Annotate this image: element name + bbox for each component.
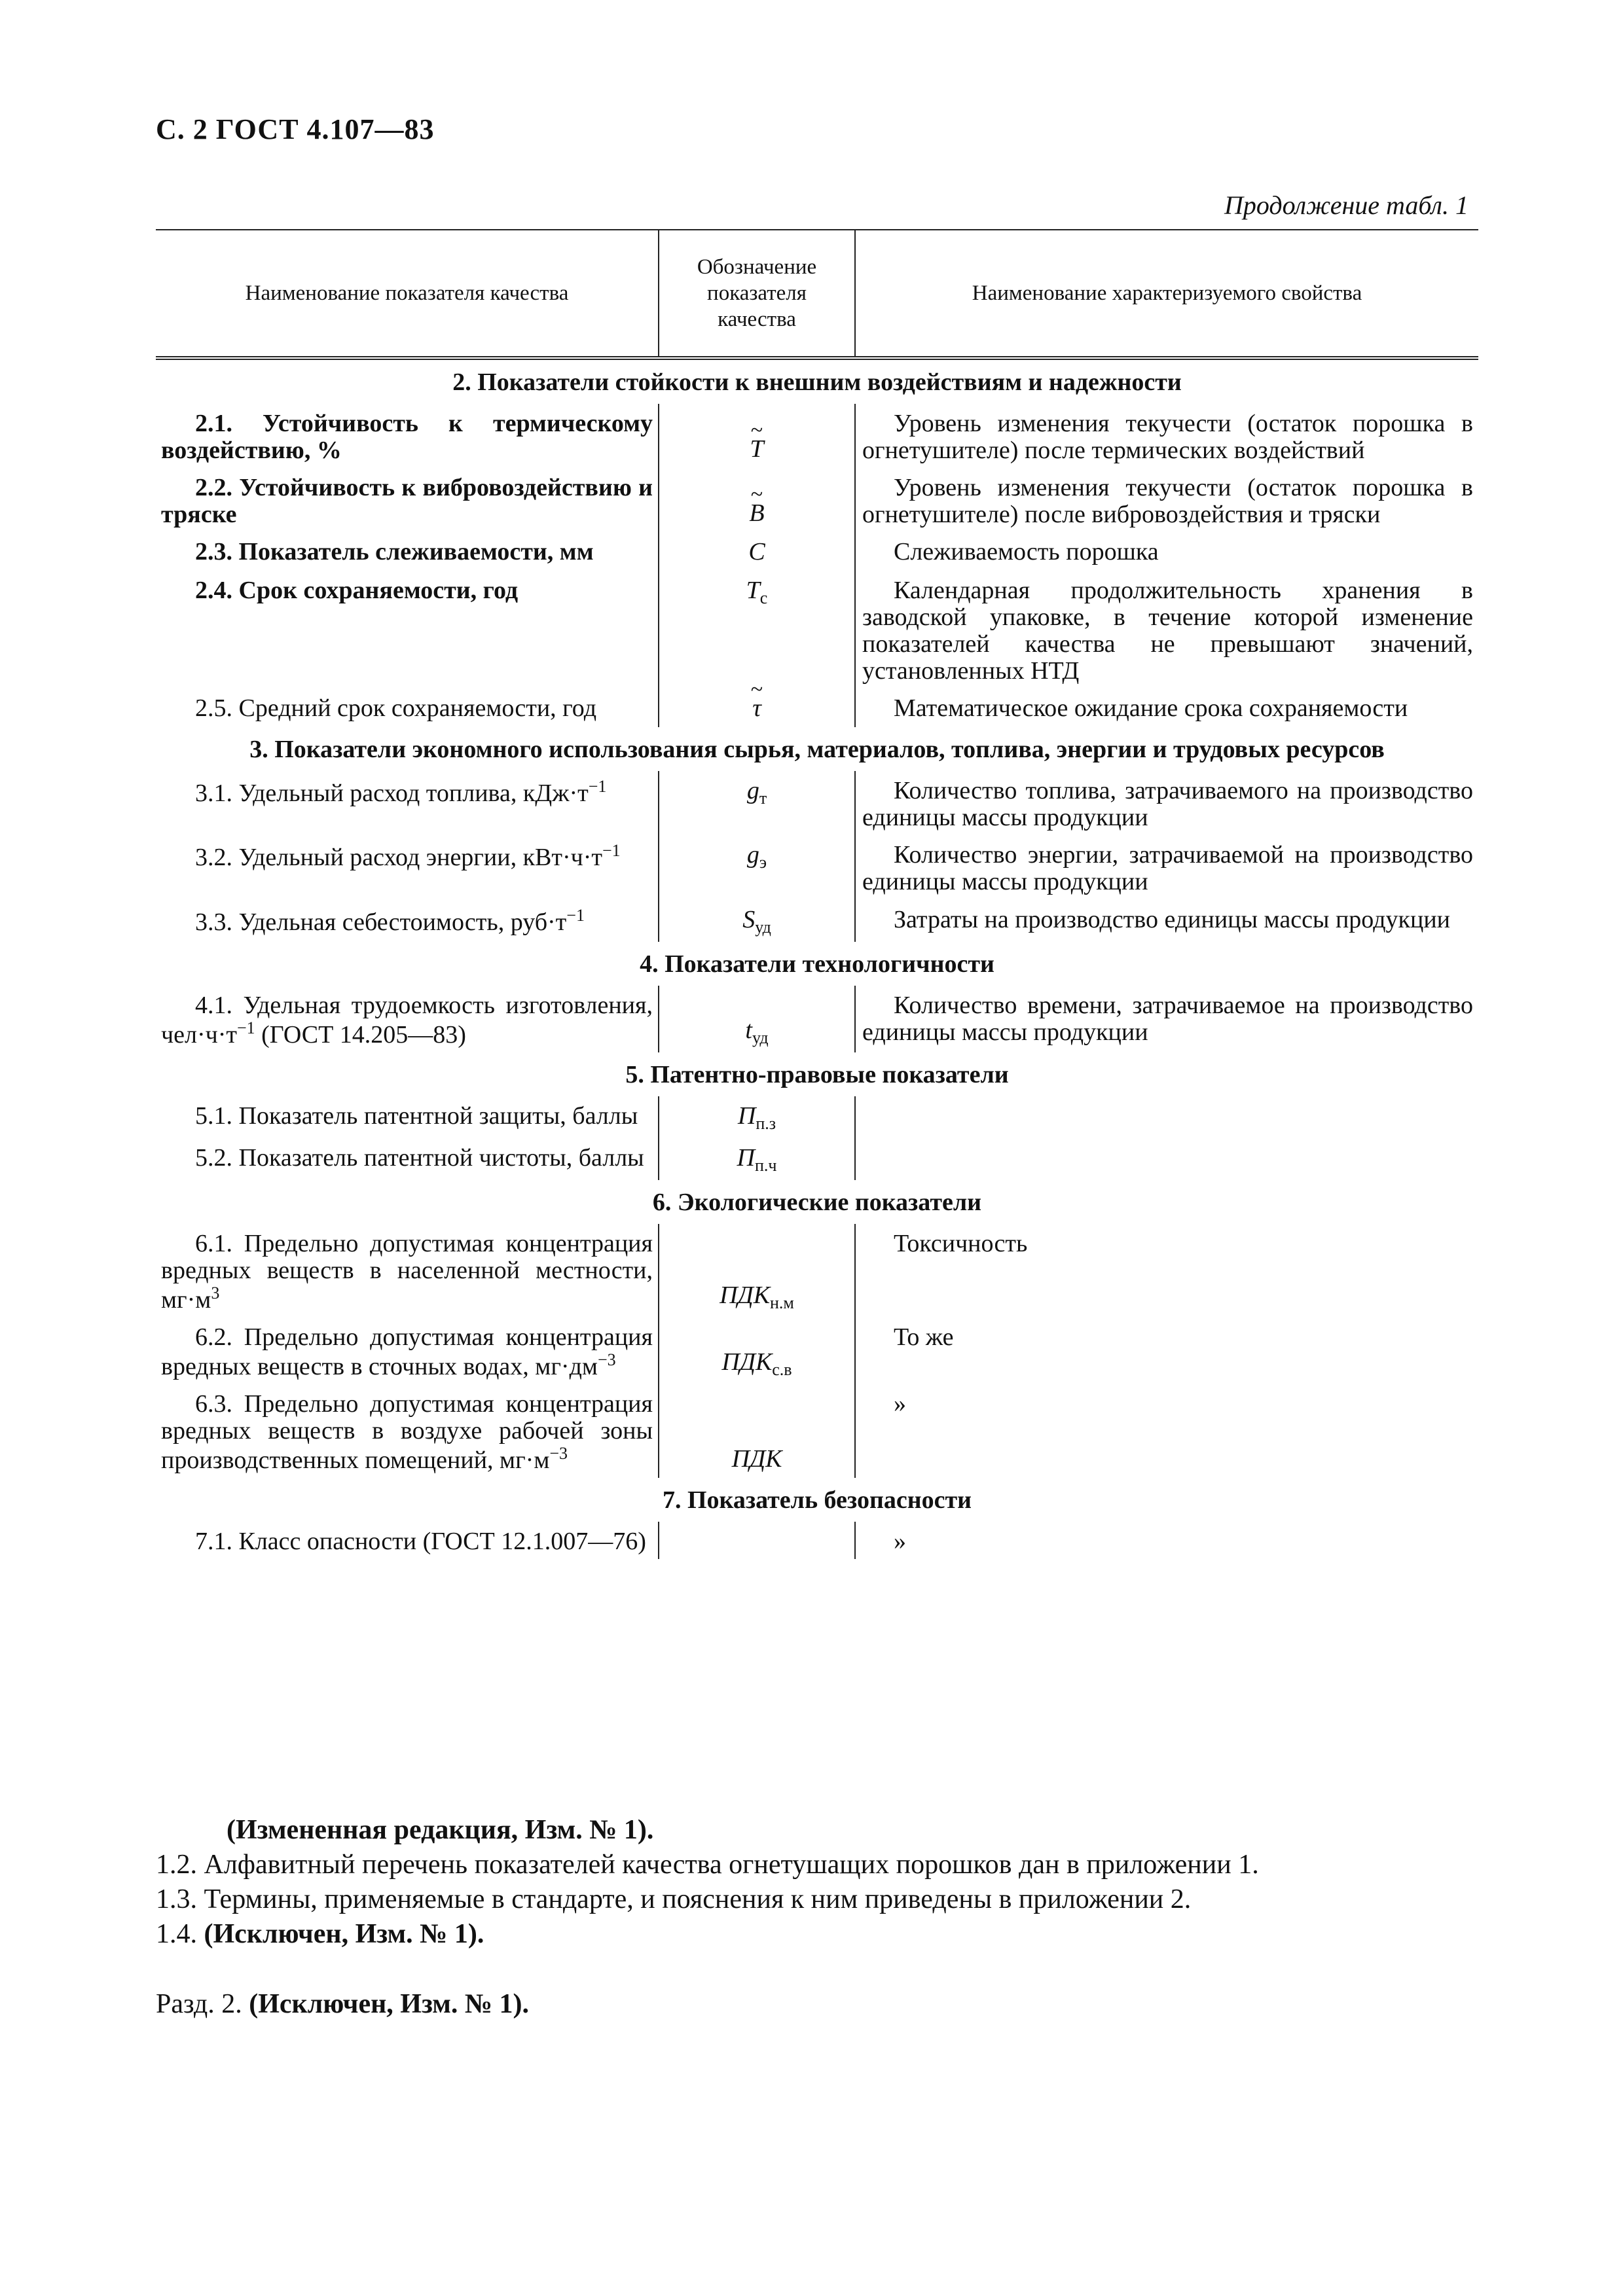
indicator-symbol: [659, 1522, 855, 1559]
symbol-letter: g: [746, 841, 759, 869]
section-heading-row: [156, 1478, 1478, 1522]
section-2-note: [156, 1987, 1491, 2022]
symbol-letter: ~ τ: [752, 695, 761, 722]
indicator-name-text: 6.3. Предельно допустимая концентрация вредных веществ в воздухе рабочей зоны производственных помещений, мг·м: [161, 1390, 653, 1475]
clause-excluded-text: (Исключен, Изм. № 1).: [204, 1918, 484, 1949]
symbol-letter: П: [737, 1143, 755, 1172]
indicator-name: 2.4. Срок сохраняемости, год: [195, 577, 519, 605]
table-row: [156, 1096, 1478, 1138]
clause-1-2: 1.2. Алфавитный перечень показателей качества огнетушащих порошков дан в приложении 1.: [156, 1849, 1259, 1880]
symbol-subscript: с: [759, 588, 768, 608]
section-title: 6. Экологические показатели: [652, 1188, 982, 1216]
clause-number: 1.4.: [156, 1918, 197, 1949]
indicator-symbol: [659, 571, 855, 689]
property-description: Математическое ожидание срока сохраняемости: [894, 694, 1408, 723]
symbol-letter: t: [745, 1016, 752, 1044]
indicator-name-text: 6.2. Предельно допустимая концентрация вредных веществ в сточных водах, мг·дм: [161, 1323, 653, 1381]
indicator-symbol: [659, 404, 855, 468]
indicator-name: 2.5. Средний срок сохраняемости, год: [195, 694, 597, 723]
indicator-name: [156, 771, 659, 835]
indicator-name: 5.1. Показатель патентной защиты, баллы: [195, 1102, 638, 1130]
table-header-row: [156, 230, 1478, 358]
table-row: [156, 1318, 1478, 1384]
unit-exponent: −1: [602, 841, 621, 861]
column-header-symbol: Обозначение показателя качества: [659, 230, 855, 358]
symbol-letter: ПДК: [721, 1348, 773, 1376]
column-header-property: Наименование характеризуемого свойства: [855, 230, 1478, 358]
indicator-symbol: [659, 900, 855, 942]
indicator-symbol: [659, 468, 855, 532]
section-number: Разд. 2.: [156, 1988, 242, 2019]
unit-exponent: −1: [566, 905, 585, 925]
symbol-letter: T: [746, 577, 760, 605]
property-description: Затраты на производство единицы массы продукции: [894, 905, 1451, 933]
indicator-symbol: [659, 986, 855, 1052]
property-description: »: [894, 1528, 906, 1556]
table-row: [156, 1522, 1478, 1559]
property-description: »: [894, 1390, 906, 1418]
symbol-letter: П: [737, 1102, 756, 1130]
symbol-subscript: э: [759, 853, 767, 872]
quality-indicators-table: [156, 229, 1478, 1559]
indicator-symbol: ПДК: [659, 1384, 855, 1478]
section-heading-row: [156, 1180, 1478, 1224]
section-title: 4. Показатели технологичности: [640, 950, 994, 978]
property-description: [855, 1096, 1478, 1138]
table-row: [156, 1384, 1478, 1478]
indicator-name-text: 3.2. Удельный расход энергии, кВт·ч·т: [195, 844, 603, 872]
symbol-subscript: п.ч: [754, 1155, 777, 1175]
indicator-name: 2.2. Устойчивость к вибровоздействию и тряске: [161, 474, 653, 529]
property-description: Количество энергии, затрачиваемой на производство единицы массы продукции: [862, 841, 1473, 896]
indicator-symbol: [659, 1138, 855, 1180]
table-row: [156, 900, 1478, 942]
section-title: 2. Показатели стойкости к внешним воздействиям и надежности: [452, 368, 1182, 396]
page-header: С. 2 ГОСТ 4.107—83: [156, 113, 435, 145]
indicator-symbol: [659, 771, 855, 835]
indicator-symbol: [659, 689, 855, 727]
table-row: [156, 1138, 1478, 1180]
indicator-name-text: 6.1. Предельно допустимая концентрация вредных веществ в населенной местности, мг·м: [161, 1229, 653, 1314]
indicator-name: 2.1. Устойчивость к термическому воздействию, %: [161, 410, 653, 465]
indicator-name-text: 3.3. Удельная себестоимость, руб·т: [195, 908, 567, 936]
indicator-name-text: 3.1. Удельный расход топлива, кДж·т: [195, 780, 589, 808]
section-heading-row: [156, 1052, 1478, 1096]
indicator-name: [156, 986, 659, 1052]
symbol-subscript: н.м: [769, 1293, 794, 1312]
clause-1-4: [156, 1917, 1491, 1952]
table-row: [156, 689, 1478, 727]
indicator-symbol: [659, 1318, 855, 1384]
table-row: [156, 468, 1478, 532]
indicator-symbol: [659, 1096, 855, 1138]
section-title: 7. Показатель безопасности: [662, 1486, 972, 1515]
symbol-letter: S: [742, 905, 756, 933]
table-row: [156, 532, 1478, 571]
section-excluded-text: (Исключен, Изм. № 1).: [249, 1988, 530, 2019]
symbol-subscript: с.в: [772, 1359, 792, 1379]
indicator-name: [156, 1224, 659, 1318]
indicator-symbol: [659, 1224, 855, 1318]
unit-exponent: 3: [211, 1283, 220, 1302]
indicator-name: [156, 1384, 659, 1478]
indicator-name: [156, 1318, 659, 1384]
section-heading-row: [156, 727, 1478, 771]
property-description: [855, 1138, 1478, 1180]
indicator-symbol: C: [659, 532, 855, 571]
unit-exponent: −1: [588, 777, 607, 797]
section-title: 5. Патентно-правовые показатели: [625, 1060, 1009, 1088]
table-row: [156, 835, 1478, 899]
property-description: То же: [894, 1323, 954, 1351]
amendment-note: (Измененная редакция, Изм. № 1).: [227, 1815, 654, 1845]
property-description: Токсичность: [894, 1229, 1028, 1257]
unit-exponent: −1: [236, 1018, 255, 1037]
property-description: Количество времени, затрачиваемое на производство единицы массы продукции: [862, 991, 1473, 1046]
property-description: Календарная продолжительность хранения в заводской упаковке, в течение которой изменение показателей качества не превышают значений, установленных НТД: [862, 577, 1473, 685]
indicator-name-text: 4.1. Удельная трудоемкость изготовления, чел·ч·т: [161, 991, 653, 1049]
symbol-letter: ~ T: [750, 436, 763, 463]
table-row: [156, 771, 1478, 835]
symbol-subscript: уд: [755, 917, 771, 937]
symbol-subscript: уд: [752, 1028, 769, 1047]
property-description: Слеживаемость порошка: [894, 538, 1159, 566]
symbol-letter: ПДК: [720, 1281, 770, 1309]
unit-exponent: −3: [597, 1350, 616, 1370]
property-description: Уровень изменения текучести (остаток порошка в огнетушителе) после термических воздействий: [862, 410, 1473, 465]
section-title: 3. Показатели экономного использования сырья, материалов, топлива, энергии и трудовых ресурсов: [249, 736, 1385, 764]
column-header-indicator-name: Наименование показателя качества: [156, 230, 659, 358]
table-row: [156, 986, 1478, 1052]
indicator-name-reference: (ГОСТ 14.205—83): [255, 1020, 466, 1049]
indicator-name: 2.3. Показатель слеживаемости, мм: [195, 538, 594, 566]
indicator-name: [156, 900, 659, 942]
indicator-name: [156, 835, 659, 899]
indicator-name: 5.2. Показатель патентной чистоты, баллы: [195, 1143, 644, 1172]
section-heading-row: [156, 358, 1478, 404]
symbol-letter: g: [746, 777, 759, 805]
symbol-subscript: п.з: [756, 1113, 776, 1133]
notes-block: [156, 1813, 1491, 2022]
clause-1-3: 1.3. Термины, применяемые в стандарте, и пояснения к ним приведены в приложении 2.: [156, 1884, 1192, 1914]
symbol-letter: ~ B: [749, 500, 764, 527]
indicator-symbol: [659, 835, 855, 899]
unit-exponent: −3: [549, 1444, 568, 1463]
symbol-subscript: т: [759, 789, 767, 808]
indicator-name: 7.1. Класс опасности (ГОСТ 12.1.007—76): [195, 1528, 646, 1556]
property-description: Количество топлива, затрачиваемого на производство единицы массы продукции: [862, 777, 1473, 832]
property-description: Уровень изменения текучести (остаток порошка в огнетушителе) после вибровоздействия и тряски: [862, 474, 1473, 529]
table-row: [156, 571, 1478, 689]
section-heading-row: [156, 942, 1478, 986]
table-row: [156, 1224, 1478, 1318]
table-continuation-label: Продолжение табл. 1: [1224, 190, 1468, 220]
table-row: [156, 404, 1478, 468]
